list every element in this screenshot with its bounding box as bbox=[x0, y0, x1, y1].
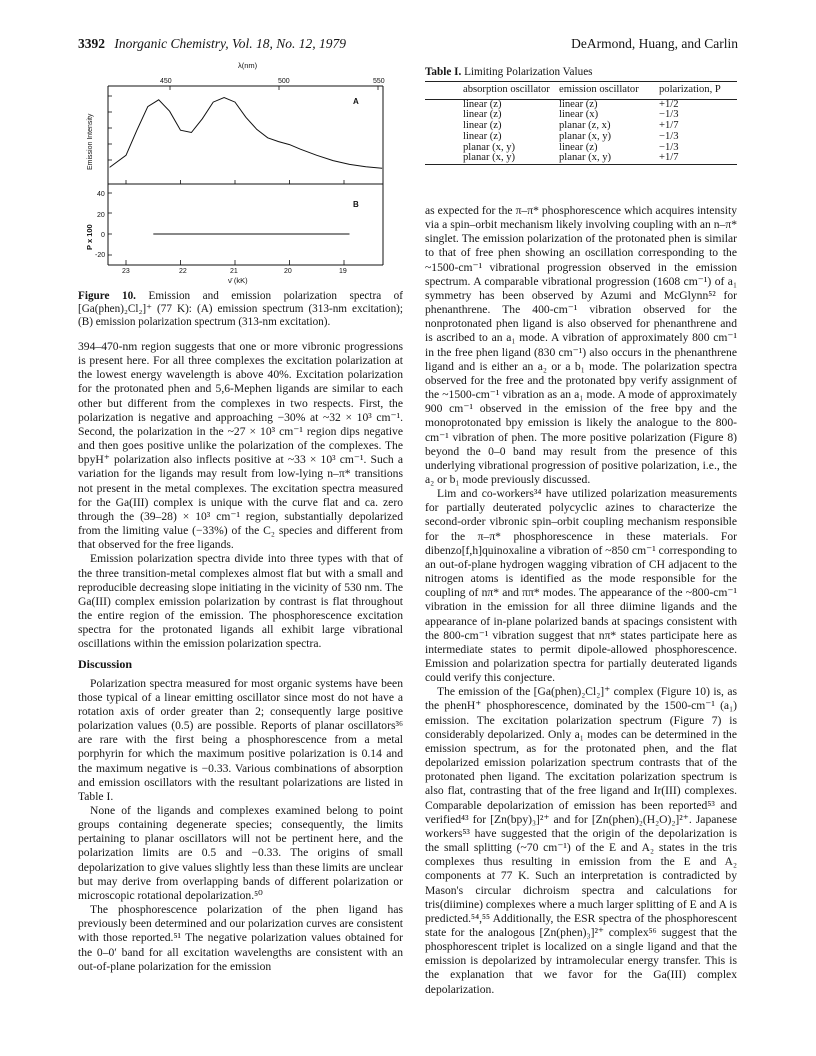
table-cell: planar (x, y) bbox=[463, 141, 516, 153]
journal-citation: Inorganic Chemistry, Vol. 18, No. 12, 1979 bbox=[114, 36, 346, 51]
figure-10 bbox=[78, 60, 408, 290]
table-title-text: Limiting Polarization Values bbox=[464, 66, 593, 78]
panel-a-ylabel: Emission Intensity bbox=[87, 113, 94, 170]
y-tick-label: 20 bbox=[97, 212, 105, 219]
panel-a-tag: A bbox=[353, 97, 359, 106]
table-cell: linear (z) bbox=[463, 109, 502, 121]
table-cell: linear (z) bbox=[463, 98, 502, 110]
caption-label: Figure 10. bbox=[78, 290, 136, 302]
y-tick-label: 40 bbox=[97, 191, 105, 198]
paragraph: Polarization spectra measured for most organic systems have been those typical of a linear emitting oscillator since most do not have a rotation axis of order greater than 2; consequently large positive polarization values (0.5) are possible. Reports of planar oscillators³⁶ are rare with the first being a phosphorescence from a metal porphyrin for which the maximum positive polarization is 0.14 and the maximum negative is −0.33. Various combinations of absorption and emission oscillators with the resultant polarizations are listed in Table I. bbox=[78, 676, 403, 803]
left-column bbox=[78, 340, 403, 974]
table-cell: linear (z) bbox=[559, 98, 598, 110]
x-tick-label: 19 bbox=[339, 268, 347, 275]
table-cell: linear (z) bbox=[463, 120, 502, 132]
top-tick-label: 450 bbox=[160, 78, 172, 85]
top-tick-label: 550 bbox=[373, 78, 385, 85]
figure-10-plot bbox=[78, 60, 408, 290]
polarization-table bbox=[425, 81, 737, 165]
paragraph: Lim and co-workers³⁴ have utilized polarization measurements for partially deuterated polycyclic azines to characterize the second-order vibronic spin–orbit coupling mechanism responsible for the π–π* phosphorescence in these materials. For dibenzo[f,h]quinoxaline a vibration of ~850 cm⁻¹ corresponding to an out-of-plane hydrogen wagging vibration of CH adjacent to the nitrogen atoms is identified as the mode responsible for the coupling of nπ* and ππ* modes. The appearance of the ~800-cm⁻¹ vibration in the emission for all three diimine ligands and the appearance of in-plane polarized bands at spacings consistent with the 800-cm⁻¹ vibration suggest that nπ* states participate here as intermediate states to permit dipole-allowed phosphorescence. Emission and polarization spectra for partially deuterated ligands could verify this conjecture. bbox=[425, 487, 737, 685]
top-tick-label: 500 bbox=[278, 78, 290, 85]
panel-b-tag: B bbox=[353, 200, 359, 209]
x-tick-label: 21 bbox=[230, 268, 238, 275]
author-line: DeArmond, Huang, and Carlin bbox=[571, 36, 738, 51]
table-1 bbox=[425, 66, 737, 165]
page-number: 3392 bbox=[78, 36, 105, 51]
table-cell: +1/7 bbox=[659, 152, 679, 164]
table-cell: −1/3 bbox=[659, 109, 679, 121]
caption-text: Emission and emission polarization spectra of [Ga(phen)₂Cl₂]⁺ (77 K): (A) emission spectrum (313-nm excitation); (B) emission polarization spectrum (313-nm excitation). bbox=[78, 290, 403, 329]
emission-spectrum-curve bbox=[110, 98, 383, 169]
table-label: Table I. bbox=[425, 66, 462, 78]
paragraph: The phosphorescence polarization of the phen ligand has previously been determined and our polarization curves are consistent with those reported.⁵¹ The negative polarization values obtained for the 0–0′ band for all excitation wavelengths are consistent with an out-of-plane polarization for the emission bbox=[78, 903, 403, 973]
table-cell: planar (x, y) bbox=[559, 130, 612, 142]
top-axis-label: λ(nm) bbox=[238, 61, 258, 70]
running-header bbox=[78, 36, 738, 56]
table-cell: planar (x, y) bbox=[463, 152, 516, 164]
paragraph: as expected for the π–π* phosphorescence which acquires intensity via a spin–orbit mechanism likely involving coupling with an n–π* singlet. The emission polarization of the protonated phen is similar to that of free phen showing an oscillation corresponding to the ~1500-cm⁻¹ vibrational progression observed in the emission spectrum. A comparable vibrational progression (1608 cm⁻¹) of a₁ symmetry has been observed by Azumi and McGlynn⁵² for phenanthrene. The 400-cm⁻¹ vibration observed for the nonprotonated phen ligand is also observed for phenanthrene and is ascribed to an a₁ mode. A vibration of approximately 800 cm⁻¹ in the free phen ligand (830 cm⁻¹) also occurs in the phenanthrene ligand and is either an a₂ or a b₁ mode. The polarization spectra observed for the free and the protonated bpy verify assignment of the ~1500-cm⁻¹ vibration as an a₁ mode. A mode of approximately 900 cm⁻¹ observed in the emission of the free bpy and the monoprotonated bpy emission is likely the analogue to the 800-cm⁻¹ vibration of phen. The more positive polarization (Figure 8) beyond the 0–0 band may result from the presence of this underlying vibrational progression of positive polarization, i.e., the a₂ or b₁ mode previously discussed. bbox=[425, 204, 737, 486]
paragraph: None of the ligands and complexes examined belong to point groups containing degenerate species; consequently, the limits pertaining to planar oscillators will not be pertinent here, and the polarization limits are 0.5 and −0.33. The origins of small depolarization to give values slightly less than these limits are unclear but may derive from overlapping bands of different polarization or microscopic rotational depolarization.⁵⁰ bbox=[78, 804, 403, 902]
x-tick-label: 22 bbox=[179, 268, 187, 275]
table-cell: +1/2 bbox=[659, 98, 679, 110]
y-tick-label: 0 bbox=[101, 232, 105, 239]
paragraph: Emission polarization spectra divide into three types with that of the three transition-metal complexes almost flat but with a small and reproducible decreasing slope initiating in the vicinity of 530 nm. The Ga(III) complex emission polarization by contrast is flat throughout the entire region of the emission. The phosphorescence excitation spectra for the protonated ligands all exhibit large vibrational oscillations within the emission polarization spectra. bbox=[78, 552, 403, 651]
table-cell: −1/3 bbox=[659, 141, 679, 153]
right-column bbox=[425, 204, 737, 997]
table-cell: linear (z) bbox=[463, 130, 502, 142]
table-header: emission oscillator bbox=[559, 84, 639, 95]
table-title bbox=[425, 66, 737, 78]
table-cell: planar (z, x) bbox=[559, 120, 611, 132]
x-axis-label: ν̄ (kK) bbox=[228, 276, 248, 285]
table-cell: +1/7 bbox=[659, 120, 679, 132]
plot-frame bbox=[108, 86, 383, 265]
paragraph: 394–470-nm region suggests that one or more vibronic progressions is present here. For all three complexes the excitation polarization at the lowest energy wavelength is above 40%. Excitation polarization for the protonated phen and 5,6-Mephen ligands are similar to each other but different from the complexes in two respects. First, the polarization is negative and approaching −30% at ~32 × 10³ cm⁻¹. Second, the polarization in the ~27 × 10³ cm⁻¹ region dips negative and then goes positive unlike the polarization of the complexes. The bpyH⁺ polarization also inflects positive at ~33 × 10³ cm⁻¹. Such a variation for the ligands may result from low-lying n–π* transitions not present in the metal complexes. The excitation spectra measured for the Ga(III) complex is unique with the curve flat and ca. zero through the (39–28) × 10³ cm⁻¹ region, substantially depolarized from the limiting value (−33%) of the C₂ species and different from that observed for the free ligands. bbox=[78, 340, 403, 552]
section-heading: Discussion bbox=[78, 657, 133, 672]
paragraph: The emission of the [Ga(phen)₂Cl₂]⁺ complex (Figure 10) is, as the phenH⁺ phosphorescence, dominated by the 1500-cm⁻¹ (a₁) emission. The excitation polarization spectrum (Figure 7) is considerably depolarized. Only a₁ modes can be determined in the emission spectrum, as for the protonated phen, and the flat depolarized emission polarization spectrum contrasts that of the protonated phen ligand. The excitation polarization spectrum is also flat, contrasting that of the free ligand and Ir(III) complexes. Comparable depolarization of emission has been reported⁵³ and verified⁴³ for [Zn(bpy)₃]²⁺ and for [Zn(phen)₂(H₂O)₂]²⁺. Japanese workers⁵³ have suggested that the origin of the depolarization is the small splitting (~70 cm⁻¹) of the E and A₂ states in the tris complexes thus resulting in emission from the E and A₂ components at 77 K. Such an interpretation is contradicted by Mason's circular dichroism spectra and calculations for tris(diimine) complexes where a much larger splitting of E and A is predicted.⁵⁴,⁵⁵ Additionally, the ESR spectra of the phosphorescent state for the analogous [Zn(phen)₃]²⁺ complex⁵⁶ suggest that the phosphorescent triplet is localized on a single ligand and that the emission is depolarized by intramolecular energy transfer. This is the explanation that we favor for the Ga(III) complex depolarization. bbox=[425, 685, 737, 996]
table-row bbox=[425, 153, 737, 164]
figure-caption bbox=[78, 290, 403, 330]
x-tick-label: 20 bbox=[284, 268, 292, 275]
y-tick-label: -20 bbox=[95, 252, 106, 259]
table-header: polarization, P bbox=[659, 84, 721, 95]
x-tick-label: 23 bbox=[122, 268, 130, 275]
table-cell: planar (x, y) bbox=[559, 152, 612, 164]
panel-b-ylabel: P x 100 bbox=[85, 224, 94, 250]
table-cell: linear (x) bbox=[559, 109, 599, 121]
table-header: absorption oscillator bbox=[463, 84, 550, 95]
table-cell: linear (z) bbox=[559, 141, 598, 153]
table-cell: −1/3 bbox=[659, 130, 679, 142]
